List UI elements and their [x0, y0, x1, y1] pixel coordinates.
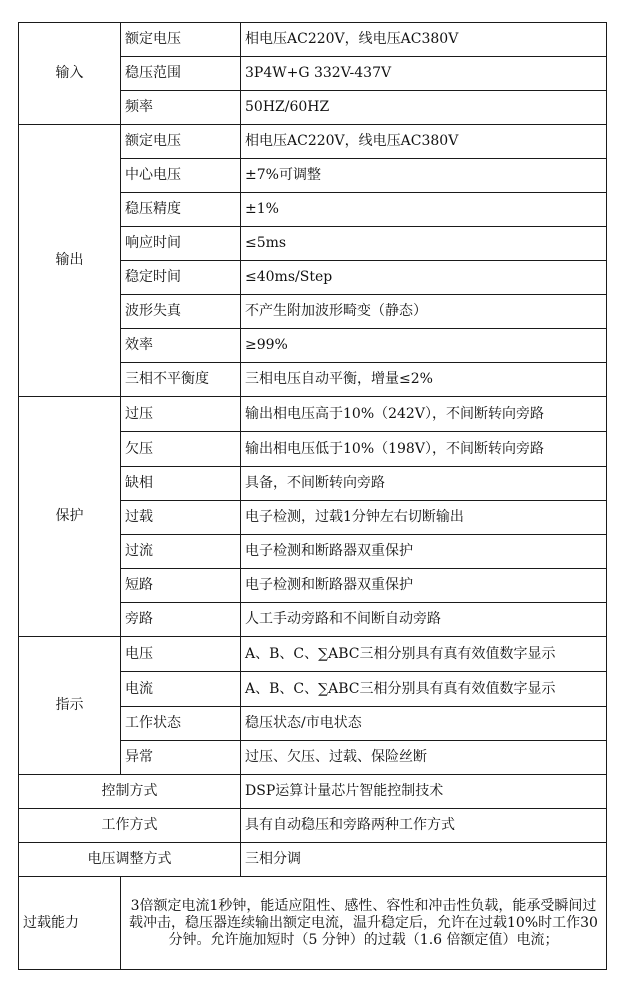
row-value: 3P4W+G 332V-437V [241, 57, 607, 91]
spec-row [19, 125, 607, 159]
row-label: 额定电压 [121, 125, 241, 159]
row-value: 输出相电压低于10%（198V），不间断转向旁路 [241, 432, 607, 467]
row-value: 电子检测和断路器双重保护 [241, 535, 607, 569]
row-label: 电压 [121, 637, 241, 672]
work-mode-label: 工作方式 [19, 809, 241, 843]
row-value: 相电压AC220V，线电压AC380V [241, 23, 607, 57]
row-label: 过流 [121, 535, 241, 569]
category-indication: 指示 [19, 637, 121, 775]
category-protection: 保护 [19, 397, 121, 637]
row-value: 具备，不间断转向旁路 [241, 467, 607, 501]
row-value: 稳压状态/市电状态 [241, 707, 607, 741]
row-value: 相电压AC220V，线电压AC380V [241, 125, 607, 159]
row-value: ≤40ms/Step [241, 261, 607, 295]
row-value: ≥99% [241, 329, 607, 363]
row-value: ±7%可调整 [241, 159, 607, 193]
category-input: 输入 [19, 23, 121, 125]
spec-row [19, 775, 607, 809]
row-label: 稳定时间 [121, 261, 241, 295]
row-label: 三相不平衡度 [121, 363, 241, 397]
row-value: ±1% [241, 193, 607, 227]
row-value: ≤5ms [241, 227, 607, 261]
row-label: 稳压范围 [121, 57, 241, 91]
row-label: 工作状态 [121, 707, 241, 741]
control-mode-label: 控制方式 [19, 775, 241, 809]
work-mode-value: 具有自动稳压和旁路两种工作方式 [241, 809, 607, 843]
row-label: 缺相 [121, 467, 241, 501]
category-output: 输出 [19, 125, 121, 397]
row-value: A、B、C、∑ABC三相分别具有真有效值数字显示 [241, 637, 607, 672]
voltage-adjust-label: 电压调整方式 [19, 843, 241, 877]
row-value: 不产生附加波形畸变（静态） [241, 295, 607, 329]
spec-row [19, 877, 607, 970]
row-label: 频率 [121, 91, 241, 125]
overload-value: 3倍额定电流1秒钟，能适应阻性、感性、容性和冲击性负载，能承受瞬间过载冲击，稳压器连续输出额定电流，温升稳定后，允许在过载10%时工作30 分钟。允许施加短时（5 分钟）的过载（1.6 倍额定值）电流； [121, 877, 607, 970]
spec-row [19, 397, 607, 432]
spec-row [19, 637, 607, 672]
row-label: 过载 [121, 501, 241, 535]
row-label: 短路 [121, 569, 241, 603]
row-label: 额定电压 [121, 23, 241, 57]
row-value: 电子检测和断路器双重保护 [241, 569, 607, 603]
row-value: 电子检测，过载1分钟左右切断输出 [241, 501, 607, 535]
row-label: 旁路 [121, 603, 241, 637]
row-label: 稳压精度 [121, 193, 241, 227]
spec-row [19, 809, 607, 843]
row-label: 电流 [121, 672, 241, 707]
spec-row [19, 23, 607, 57]
overload-label: 过载能力 [19, 877, 121, 970]
row-value: 三相电压自动平衡，增量≤2% [241, 363, 607, 397]
row-value: 过压、欠压、过载、保险丝断 [241, 741, 607, 775]
row-value: 50HZ/60HZ [241, 91, 607, 125]
row-value: 输出相电压高于10%（242V），不间断转向旁路 [241, 397, 607, 432]
row-label: 异常 [121, 741, 241, 775]
row-label: 过压 [121, 397, 241, 432]
row-label: 波形失真 [121, 295, 241, 329]
spec-row [19, 843, 607, 877]
voltage-adjust-value: 三相分调 [241, 843, 607, 877]
spec-table [18, 22, 607, 970]
control-mode-value: DSP运算计量芯片智能控制技术 [241, 775, 607, 809]
row-value: A、B、C、∑ABC三相分别具有真有效值数字显示 [241, 672, 607, 707]
row-value: 人工手动旁路和不间断自动旁路 [241, 603, 607, 637]
row-label: 欠压 [121, 432, 241, 467]
row-label: 响应时间 [121, 227, 241, 261]
row-label: 中心电压 [121, 159, 241, 193]
row-label: 效率 [121, 329, 241, 363]
